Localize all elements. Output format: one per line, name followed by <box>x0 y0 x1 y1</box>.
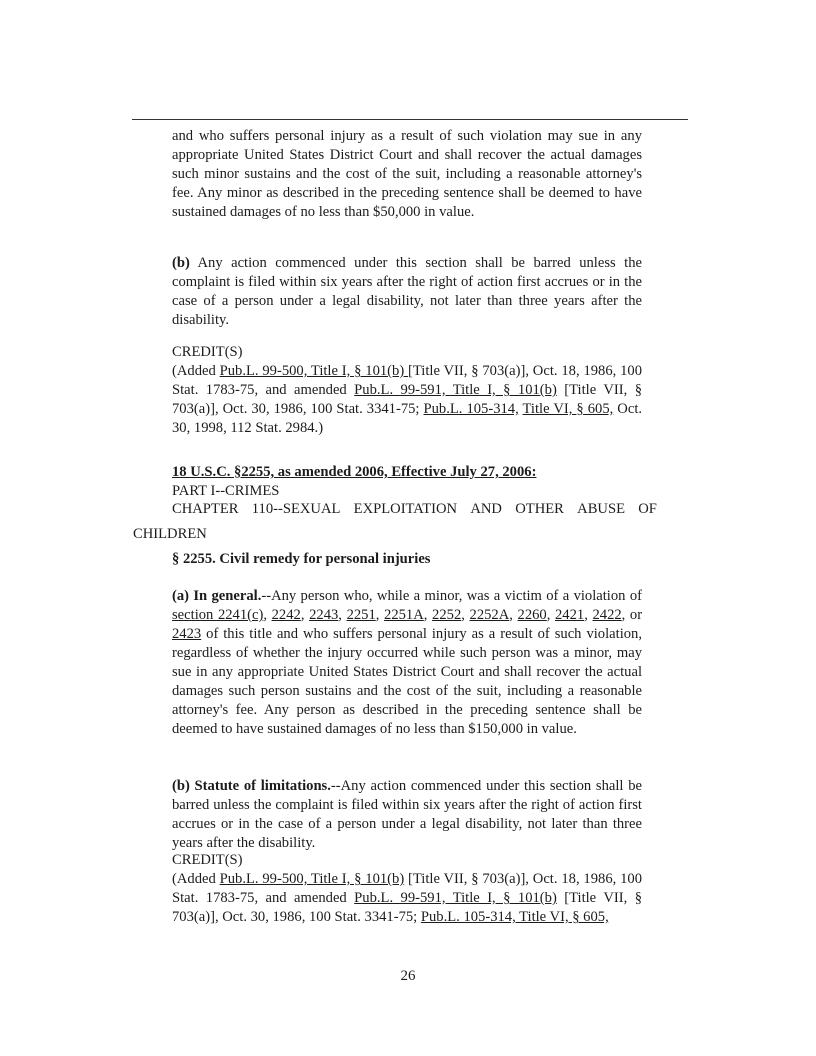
section-link[interactable]: 2252 <box>432 607 462 623</box>
section-link[interactable]: 2252A <box>469 607 510 623</box>
credits-block-1: CREDIT(S) (Added Pub.L. 99-500, Title I, § 101(b) [Title VII, § 703(a)], Oct. 18, 1986, 100 Stat. 1783-75, and amended Pub.L. 99-591, Title I, § 101(b) [Title VII, § 703(a)], Oct. 30, 1986, 100 Stat. 3341-75; Pub.L. 105-314, Title VI, § 605, Oct. 30, 1998, 112 Stat. 2984.) <box>172 344 643 436</box>
subsection-b-label: (b) Statute of limitations. <box>172 778 331 794</box>
citation-link[interactable]: Pub.L. 105-314, <box>423 401 519 417</box>
citation-link[interactable]: Title VI, § 605, <box>522 401 614 417</box>
citation-link[interactable]: Pub.L. 99-591, Title I, § 101(b) <box>354 890 557 906</box>
section-link[interactable]: 2251 <box>346 607 376 623</box>
section-link[interactable]: 2421 <box>555 607 585 623</box>
statute-title: 18 U.S.C. §2255, as amended 2006, Effective July 27, 2006: <box>172 464 537 480</box>
continued-paragraph: and who suffers personal injury as a result of such violation may sue in any appropriate United States District Court and shall recover the actual damages such minor sustains and the cost of the suit, including a reasonable attorney's fee. Any minor as described in the preceding sentence shall be deemed to have sustained damages of no less than $50,000 in value. <box>172 128 643 220</box>
page-number: 26 <box>400 968 416 984</box>
section-link[interactable]: 2242 <box>271 607 301 623</box>
subsection-a: (a) In general.--Any person who, while a minor, was a victim of a violation of section 2241(c), 2242, 2243, 2251, 2251A, 2252, 2252A, 2260, 2421, 2422, or 2423 of this title and who suffers personal injury as a result of such violation, regardless of whether the injury occurred while such person was a minor, may sue in any appropriate United States District Court and shall recover the actual damages such person sustains and the cost of the suit, including a reasonable attorney's fee. Any person as described in the preceding sentence shall be deemed to have sustained damages of no less than $150,000 in value. <box>172 588 643 737</box>
old-subsection-b: (b) Any action commenced under this section shall be barred unless the complaint is filed within six years after the right of action first accrues or in the case of a person under a legal disability, not later than three years after the disability. <box>172 255 642 328</box>
amended-statute-header <box>172 463 642 501</box>
citation-link[interactable]: Pub.L. 99-500, Title I, § 101(b) <box>219 871 405 887</box>
header-rule <box>132 119 688 120</box>
credits-heading: CREDIT(S) <box>172 852 243 868</box>
section-link[interactable]: 2423 <box>172 626 202 642</box>
section-link[interactable]: 2422 <box>592 607 622 623</box>
citation-link[interactable]: Pub.L. 99-591, Title I, § 101(b) <box>354 382 557 398</box>
chapter-heading-continued: CHILDREN <box>133 526 207 542</box>
citation-link[interactable]: Pub.L. 99-500, Title I, § 101(b) <box>219 363 409 379</box>
part-heading: PART I--CRIMES <box>172 483 280 499</box>
citation-link[interactable]: Pub.L. 105-314, Title VI, § 605, <box>420 909 609 925</box>
chapter-heading: CHAPTER 110--SEXUAL EXPLOITATION AND OTHER ABUSE OF <box>172 501 657 517</box>
subsection-b: (b) Statute of limitations.--Any action commenced under this section shall be barred unless the complaint is filed within six years after the right of action first accrues or in the case of a person under a legal disability, not later than three years after the disability. <box>172 778 642 851</box>
subsection-a-label: (a) In general. <box>172 588 262 604</box>
section-link[interactable]: section 2241(c) <box>172 607 264 623</box>
subsection-label: (b) <box>172 255 190 271</box>
section-link[interactable]: 2251A <box>384 607 424 623</box>
credits-heading: CREDIT(S) <box>172 344 243 360</box>
section-title: § 2255. Civil remedy for personal injuries <box>172 551 431 567</box>
section-link[interactable]: 2260 <box>517 607 547 623</box>
section-link[interactable]: 2243 <box>309 607 339 623</box>
credits-block-2: CREDIT(S) (Added Pub.L. 99-500, Title I, § 101(b) [Title VII, § 703(a)], Oct. 18, 1986, 100 Stat. 1783-75, and amended Pub.L. 99-591, Title I, § 101(b) [Title VII, § 703(a)], Oct. 30, 1986, 100 Stat. 3341-75; Pub.L. 105-314, Title VI, § 605, <box>172 852 642 925</box>
